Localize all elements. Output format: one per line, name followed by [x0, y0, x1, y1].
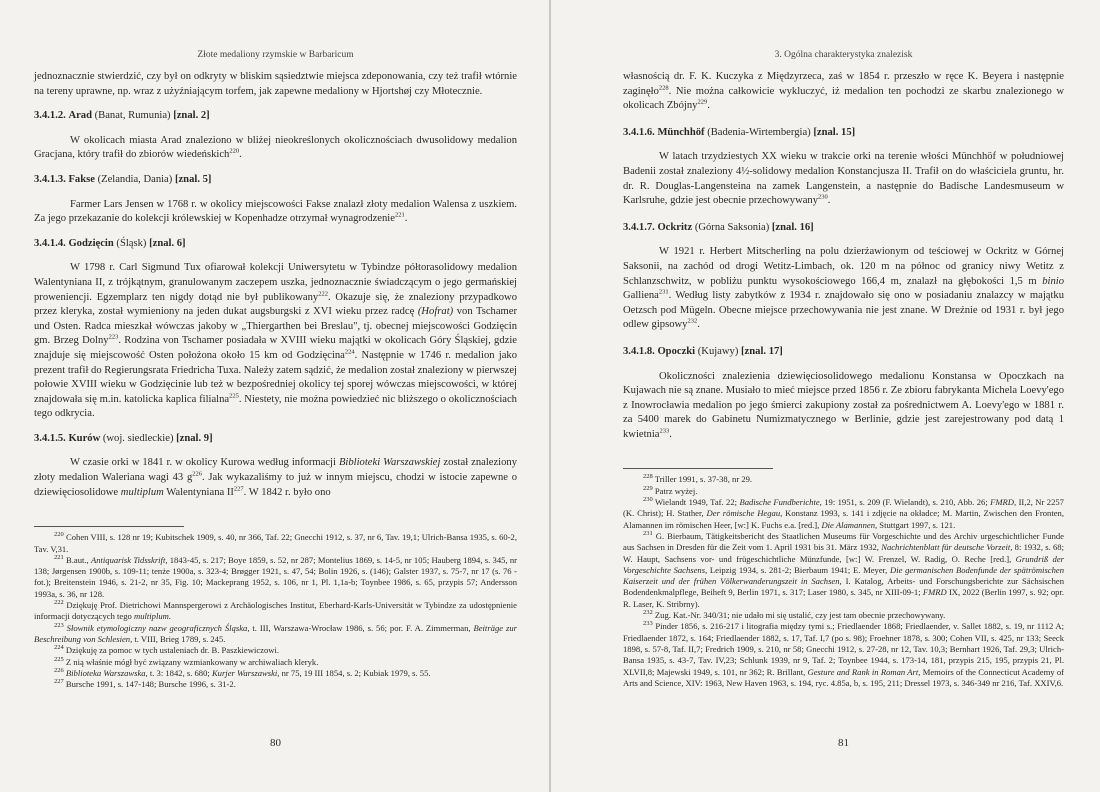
paragraph-fakse: Farmer Lars Jensen w 1768 r. w okolicy miejscowości Fakse znalazł złoty medalion Walensa z uszkiem. Za jego przekazanie do kolekcji królewskiej w Kopenhadze otrzymał wynagrodzenie$^{221}$.	[34, 198, 517, 225]
page-number-left: 80	[270, 737, 281, 749]
footnote-233: $^{233}$ Pinder 1856, s. 216-217 i litografia między tymi s.; Friedlaender 1868; Friedlaender, v. Sallet 1882, s. 19, nr 1112 A; Friedlaender 1872, s. 164; Friedlaender 1882, s. 17, Taf. I,7 (po s. 98); Froehner 1878, s. 300; Cohen VII, s. 425, nr 133; Seeck 1898, s. 57-8, Taf. II,7; Fredrich 1909, s. 210, nr 58; Gnecchi 1912, s. 27-28, nr 12, Tav. 10,3; Bernhart 1926, Taf. 29,3; Ulrich-Bansa 1935, s. 43-7, Tav. IV,23; Schlunk 1939, nr 9, Taf. 2; Toynbee 1944, s. 173-14, 181, przypis 215, 195, przypis 21, Pl. XLVII,8; Majewski 1949, s. 101, nr 362; R. Brillant, Gesture and Rank in Roman Art, Memoirs of the Connecticut Academy of Arts and Science, XIV: 1963, New Haven 1963, s. 194, ryc. 4.85a, b, s. 195, 211; Dressel 1973, s. 346-349 nr 216, Taf. XXIV,6.	[623, 620, 1065, 688]
footnote-220: $^{220}$ Cohen VIII, s. 128 nr 19; Kubitschek 1909, s. 40, nr 366, Taf. 22; Gnecchi 1912, s. 37, nr 6, Tav. 19,1; Ulrich-Bansa 1935, s. 60-2, Tav. V,31.	[34, 531, 517, 554]
footnote-229: $^{229}$ Patrz wyżej.	[643, 484, 698, 496]
footnote-222: $^{222}$ Dziękuję Prof. Dietrichowi Mannspergerowi z Archäologisches Institut, Eberhard-Karls-Universität w Tybindze za udostępnienie informacji dotyczących tego multiplum.	[34, 599, 517, 622]
section-heading-arad: 3.4.1.2. Arad (Banat, Rumunia) [znal. 2]	[34, 110, 210, 122]
footnote-228: $^{228}$ Triller 1991, s. 37-38, nr 29.	[643, 473, 753, 485]
paragraph-kurow: W czasie orki w 1841 r. w okolicy Kurowa według informacji Biblioteki Warszawskiej został znaleziony złoty medalion Waleriana wagi 43 $g^{226}$. Jak wykazaliśmy to już w innym miejscu, chodzi w istocie zapewne o dziewięciosolidowe multiplum Walentyniana II$^{227}$. W 1842 r. było ono	[34, 457, 518, 498]
section-heading-ockritz: 3.4.1.7. Ockritz (Górna Saksonia) [znal. 16]	[623, 221, 814, 233]
right-page-body	[623, 70, 1064, 689]
footnotes-right	[623, 474, 1064, 689]
section-heading-munchhof: 3.4.1.6. Münchhöf (Badenia-Wirtembergia) [znal. 15]	[623, 126, 856, 138]
running-head-right: 3. Ogólna charakterystyka znalezisk	[774, 50, 913, 60]
footnote-225: $^{225}$ Z nią właśnie mógł być związany wzmiankowany w archiwaliach kleryk.	[54, 655, 319, 667]
left-page	[0, 0, 549, 792]
section-heading-godziecin: 3.4.1.4. Godzięcin (Śląsk) [znal. 6]	[34, 237, 186, 249]
paragraph-godziecin: W 1798 r. Carl Sigmund Tux ofiarował kolekcji Uniwersytetu w Tybindze półtorasolidowy medalion Walentyniana II, z trójkątnym, granulowanym zaczepem uszka, jednoznacznie świadczącym o jego germańskiej proweniencji. Egzemplarz ten nigdy dotąd nie był publikowany$^{222}$. Okazuje się, że znaleziony przypadkowo przez kleryka, został wymieniony na jeden dukat augsburgski z XVI wieku przez radcę (Hofrat) von Tschamer und Osten. Radca mieszkał wówczas jakoby w „Thiergarthen bei Breslau", tj. obecnej miejscowości Godzięcin gm. Brzeg Dolny$^{223}$. Rodzina von Tschamer posiadała w XVIII wieku majątki w okolicach Góry Śląskiej, gdzie znajduje się miejscowość Osten położona około 15 km od Godzięcina$^{224}$. Następnie w 1746 r. medalion jako prezent trafił do Regierungsrata Friedricha Tuxa. Należy zatem sądzić, że medalion został znaleziony w pierwszej połowie XVIII wieku w Godzięcinie lub też w bezpośredniej okolicy tej sporej wówczas miejscowości, w której znajdowała się m.in. katolicka kaplica filialna$^{225}$. Niestety, nie można powiedzieć nic bliższego o okolicznościach tego odkrycia.	[34, 262, 518, 420]
paragraph-intro: jednoznacznie stwierdzić, czy był on odkryty w bliskim sąsiedztwie miejsca zdeponowania, czy też trafił wtórnie na tereny uprawne, np. wraz z użyźniającym torfem, jak zapewne medaliony w Hjortshøj czy Młotecznie.	[34, 71, 517, 97]
paragraph-munchhof: W latach trzydziestych XX wieku w trakcie orki na terenie włości Münchhöf w południowej Badenii został znaleziony 4½-solidowy medalion Konstancjusza II. Trafił on do właściciela gruntu, hr. dr. R. Douglas-Langensteina na zamek Langenstein, a następnie do Badische Landesmuseum w Karlsruhe, gdzie jest obecnie przechowywany$^{230}$.	[623, 151, 1064, 207]
page-number-right: 81	[838, 737, 849, 749]
running-head-left: Złote medaliony rzymskie w Barbaricum	[197, 50, 354, 60]
footnote-224: $^{224}$ Dziękuję za pomoc w tych ustaleniach dr. B. Paszkiewiczowi.	[54, 644, 280, 656]
footnote-231: $^{231}$ G. Bierbaum, Tätigkeitsbericht des Staatlichen Museums für Vorgeschichte und des Archiv urgeschichtlicher Funde aus Sachsen in Dresden für die Zeit vom 1. April 1931 bis 31. März 1932, Nachrichtenblatt für deutsche Vorzeit, 8: 1932, s. 68; W. Haupt, Sachsens vor- und frügeschichtliche Münzfunde, [w:] W. Frenzel, W. Radig, O. Reche [red.], Grundriß der Vorgeschichte Sachsens, Leipzig 1934, s. 281-2; Bierbaum 1941; E. Meyer, Die germanischen Bodenfunde der spätrömischen Kaiserzeit und der frühen Völkerwanderungszeit in Sachsen, I. Katalog, Arbeits- und Forschungsberichte zur Sächsischen Bodendenkmalpflege, Beiheft 9, Berlin 1971, s. 317; Laser 1980, s. 345, nr XIII-09-1; FMRD IX, 2022 (Berlin 1997, s. 92; opr. R. Laser, K. Stribrny).	[623, 530, 1065, 609]
right-page	[551, 0, 1100, 792]
footnote-232: $^{232}$ Zug. Kat.-Nr. 340/31; nie udało mi się ustalić, czy jest tam obecnie przechowywany.	[643, 609, 946, 621]
paragraph-opoczki: Okoliczności znalezienia dziewięciosolidowego medalionu Konstansa w Opoczkach na Kujawach nie są znane. Musiało to mieć miejsce przed 1856 r. Ze zbioru fabrykanta Michela Loevy'ego z Inowrocławia medalion po jego śmierci zakupiony został za pośrednictwem A. Loevy'ego w 1881 r. za 5400 marek do Gabinetu Numizmatycznego w Berlinie, gdzie jest zarejestrowany pod datą 1 kwietnia$^{233}$.	[623, 370, 1064, 440]
footnote-230: $^{230}$ Wielandt 1949, Taf. 22; Badische Fundberichte, 19: 1951, s. 209 (F. Wielandt), s. 210, Abb. 26; FMRD, II,2, Nr 2257 (K. Christ); H. Stather, Der römische Hegau, Konstanz 1993, s. 141 i zdjęcie na okładce; M. Martin, Zwischen den Fronten, Alamannen im römischen Heer, [w:] K. Fuchs e.a. [red.], Die Alamannen, Stuttgart 1997, s. 121.	[623, 496, 1064, 530]
section-heading-kurow: 3.4.1.5. Kurów (woj. siedleckie) [znal. 9]	[34, 432, 213, 444]
footnote-223: $^{223}$ Słownik etymologiczny nazw geograficznych Śląska, t. III, Warszawa-Wrocław 1986, s. 56; por. F. A. Zimmerman, Beiträge zur Beschreibung von Schlesien, t. VIII, Brieg 1789, s. 245.	[34, 621, 517, 644]
footnotes-left	[34, 532, 517, 690]
section-heading-opoczki: 3.4.1.8. Opoczki (Kujawy) [znal. 17]	[623, 345, 783, 357]
footnote-227: $^{227}$ Bursche 1991, s. 147-148; Bursche 1996, s. 31-2.	[54, 678, 236, 690]
paragraph-arad: W okolicach miasta Arad znaleziono w bliżej nieokreślonych okolicznościach dwusolidowy medalion Gracjana, który trafił do zbiorów wiedeńskich$^{220}$.	[34, 134, 517, 161]
footnote-226: $^{226}$ Biblioteka Warszawska, t. 3: 1842, s. 680; Kurjer Warszawski, nr 75, 19 III 1854, s. 2; Kubiak 1979, s. 55.	[54, 666, 431, 678]
paragraph-ockritz: W 1921 r. Herbert Mitscherling na polu dzierżawionym od teściowej w Ockritz w Górnej Saksonii, na zachód od drogi Wetitz-Limbach, ok. 120 m na północ od granicy niwy Wetitz z Schlanzschwitz, w pobliżu punktu wysokościowego 166,4 m, znalazł na głębokości 1,5 m binio Galliena$^{231}$. Według listy zabytków z 1934 r. znajdowało się ono w posiadaniu znalazcy w majątku Oetzsch pod Mügeln. Obecne miejsce przechowywania nie jest znane. W Dreźnie od 1931 r. był jego odlew gipsowy$^{232}$.	[623, 246, 1064, 331]
footnote-221: $^{221}$ B.aut., Antiquarisk Tidsskrift, 1843-45, s. 217; Boye 1859, s. 52, nr 287; Montelius 1869, s. 14-5, nr 105; Hauberg 1894, s. 345, nr 138; Jørgensen 1900b, s. 109-11; tenże 1900a, s. 323-4; Brøgger 1921, s. 47, 54; Bolin 1926, s. (146); Galster 1937, s. 75-7, nr 17 (s. 76 - fot.); Breitenstein 1946, s. 21-2, nr 35, Fig. 10; Mackeprang 1952, s. 106, nr 1, Pl. 1,1a-b; Toynbee 1986, s. 65, przypis 57; Andersson 1993a, s. 36, nr 128.	[34, 553, 517, 599]
section-heading-fakse: 3.4.1.3. Fakse (Zelandia, Dania) [znal. 5]	[34, 173, 212, 185]
left-page-body	[34, 70, 517, 690]
paragraph-continued: własnością dr. F. K. Kuczyka z Międzyrzeca, zaś w 1854 r. przeszło w ręce K. Beyera i następnie zaginęło$^{228}$. Nie można całkowicie wykluczyć, iż medalion ten pochodzi ze skarbu znalezionego w okolicach Zbójny$^{229}$.	[623, 71, 1064, 112]
